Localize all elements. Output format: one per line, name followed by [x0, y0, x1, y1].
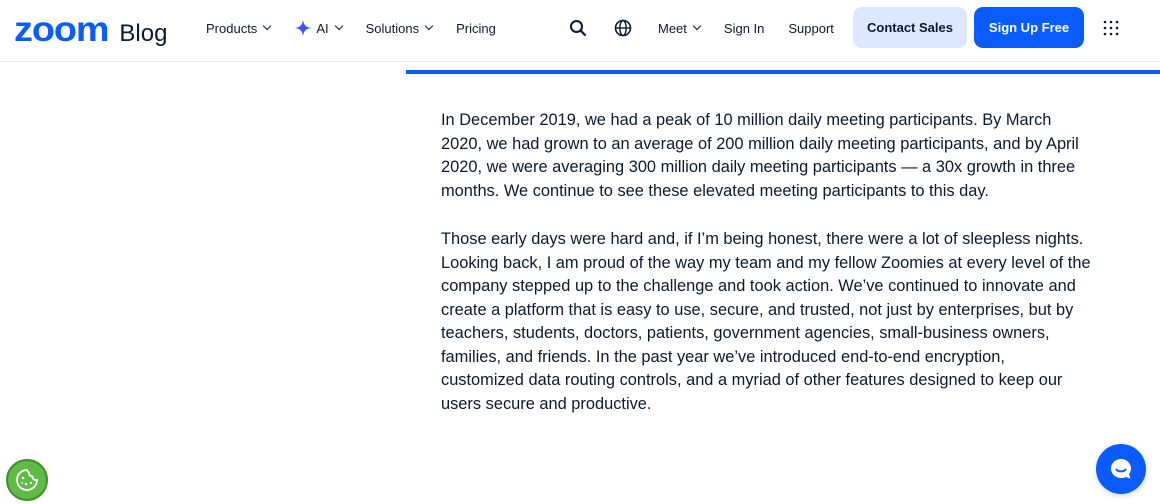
- site-header: [0, 0, 1160, 62]
- ai-sparkle-icon: [294, 19, 312, 37]
- article-paragraph: In December 2019, we had a peak of 10 million daily meeting participants. By March 2020, we had grown to an average of 200 million daily meeting participants, and by April 2020, we were averaging 300 million daily meeting participants — a 30x growth in three months. We continue to see these elevated meeting participants to this day.: [441, 111, 1079, 200]
- support-link[interactable]: Support: [788, 20, 834, 36]
- nav-meet-label: Meet: [658, 20, 687, 36]
- blog-label[interactable]: Blog: [119, 20, 168, 47]
- chevron-down-icon: [693, 22, 701, 30]
- nav-ai[interactable]: [294, 19, 341, 37]
- nav-pricing-label: Pricing: [456, 20, 496, 36]
- sign-in-link[interactable]: Sign In: [723, 20, 765, 36]
- contact-sales-button[interactable]: Contact Sales: [853, 7, 967, 48]
- globe-icon[interactable]: [613, 18, 633, 38]
- zoom-logo[interactable]: zoom: [14, 10, 109, 49]
- search-icon[interactable]: [568, 18, 588, 38]
- chevron-down-icon: [334, 22, 342, 30]
- nav-solutions-label: Solutions: [365, 20, 420, 36]
- chat-support-button[interactable]: [1096, 444, 1146, 494]
- brand[interactable]: [14, 12, 167, 47]
- nav-pricing[interactable]: [456, 21, 496, 36]
- secondary-nav: [658, 0, 858, 56]
- article-body: [441, 109, 1091, 441]
- cookie-settings-button[interactable]: [6, 459, 48, 501]
- apps-grid-icon[interactable]: [1102, 19, 1120, 37]
- article-paragraph: Those early days were hard and, if I’m being honest, there were a lot of sleepless nights. Looking back, I am proud of the way my team and my fellow Zoomies at every level of the company stepped up to the challenge and took action. We’ve continued to innovate and create a platform that is easy to use, secure, and trusted, not just by enterprises, but by teachers, students, doctors, patients, government agencies, small-business owners, families, and friends. In the past year we’ve introduced end-to-end encryption, customized data routing controls, and a myriad of other features designed to keep our users secure and productive.: [441, 230, 1091, 413]
- cookie-icon: [14, 467, 40, 493]
- chevron-down-icon: [263, 22, 271, 30]
- sign-up-free-button[interactable]: Sign Up Free: [974, 7, 1084, 48]
- nav-meet[interactable]: [658, 21, 700, 36]
- nav-products[interactable]: [206, 21, 270, 36]
- nav-ai-label: AI: [316, 20, 329, 36]
- nav-products-label: Products: [206, 20, 258, 36]
- chevron-down-icon: [425, 22, 433, 30]
- chat-icon: [1108, 456, 1134, 482]
- section-divider: [406, 70, 1160, 74]
- main-nav: [206, 0, 520, 56]
- nav-solutions[interactable]: [366, 21, 432, 36]
